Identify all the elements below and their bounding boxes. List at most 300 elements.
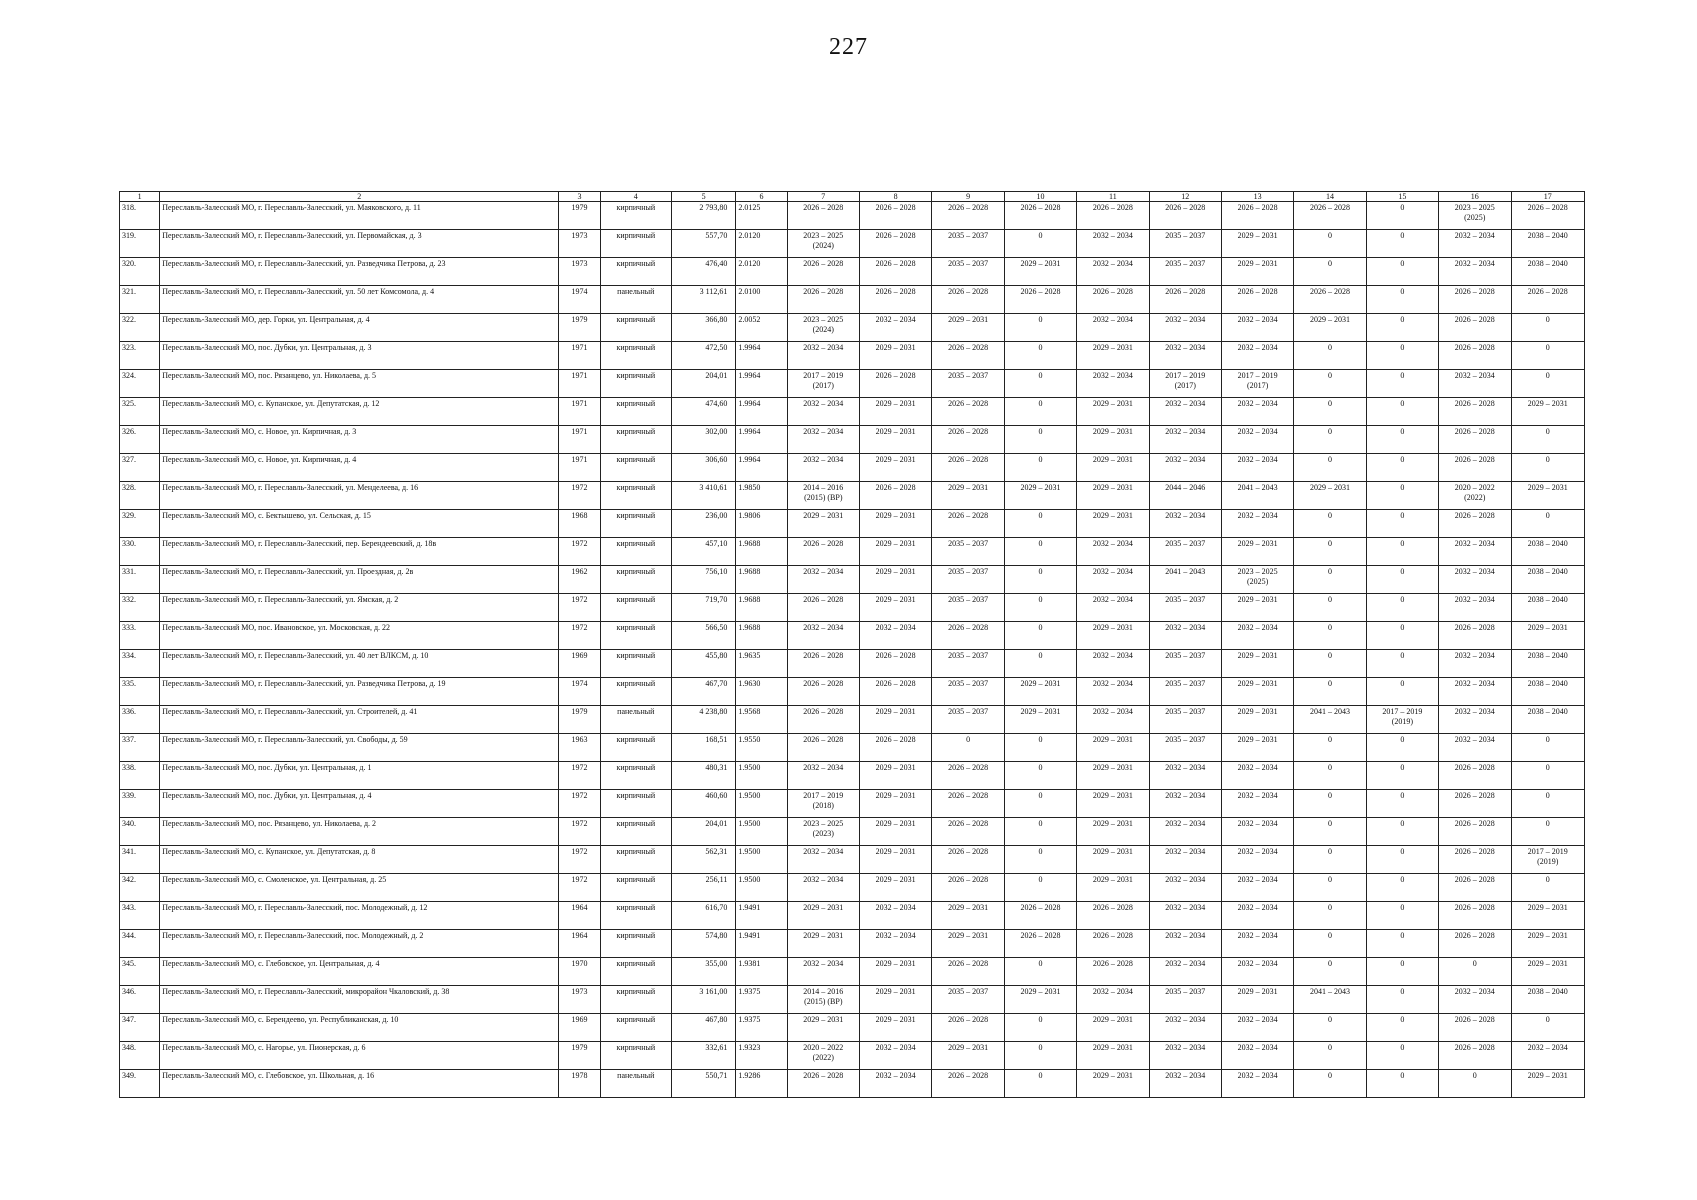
table-cell-col-9: 2035 – 2037 [932, 566, 1004, 594]
table-cell-col-11: 2026 – 2028 [1077, 202, 1149, 230]
table-cell-col-4: кирпичный [600, 1014, 671, 1042]
table-cell-col-1: 333. [120, 622, 160, 650]
table-cell-col-5: 2 793,80 [671, 202, 735, 230]
table-cell-col-16: 2026 – 2028 [1439, 902, 1511, 930]
table-cell-col-13: 2032 – 2034 [1221, 846, 1293, 874]
table-cell-col-2: Переславль-Залесский МО, с. Глебовское, ул. Школьная, д. 16 [160, 1070, 559, 1098]
table-cell-col-7: 2032 – 2034 [787, 958, 859, 986]
column-header-5: 5 [671, 192, 735, 202]
table-cell-col-8: 2026 – 2028 [859, 678, 931, 706]
table-cell-col-3: 1979 [559, 1042, 600, 1070]
table-cell-col-13: 2029 – 2031 [1221, 650, 1293, 678]
table-cell-col-15: 0 [1366, 314, 1438, 342]
table-cell-col-14: 0 [1294, 1070, 1366, 1098]
table-cell-col-11: 2026 – 2028 [1077, 902, 1149, 930]
table-row [120, 538, 1585, 566]
table-cell-col-13: 2029 – 2031 [1221, 678, 1293, 706]
table-cell-col-5: 204,01 [671, 370, 735, 398]
table-cell-col-9: 2026 – 2028 [932, 286, 1004, 314]
table-cell-col-16: 0 [1439, 1070, 1511, 1098]
column-header-3: 3 [559, 192, 600, 202]
table-cell-col-15: 0 [1366, 202, 1438, 230]
table-cell-col-4: кирпичный [600, 258, 671, 286]
table-cell-col-3: 1971 [559, 454, 600, 482]
table-cell-col-8: 2029 – 2031 [859, 426, 931, 454]
table-cell-col-5: 562,31 [671, 846, 735, 874]
table-cell-col-3: 1972 [559, 790, 600, 818]
table-cell-col-12: 2032 – 2034 [1149, 426, 1221, 454]
table-cell-col-8: 2026 – 2028 [859, 258, 931, 286]
table-row [120, 958, 1585, 986]
table-cell-col-1: 323. [120, 342, 160, 370]
table-cell-col-17: 0 [1511, 762, 1585, 790]
table-cell-col-17: 2038 – 2040 [1511, 538, 1585, 566]
table-cell-col-5: 455,80 [671, 650, 735, 678]
table-cell-col-6: 1.9500 [736, 874, 787, 902]
table-cell-col-1: 322. [120, 314, 160, 342]
table-cell-col-2: Переславль-Залесский МО, с. Новое, ул. Кирпичная, д. 3 [160, 426, 559, 454]
table-cell-col-14: 0 [1294, 398, 1366, 426]
table-cell-col-3: 1968 [559, 510, 600, 538]
table-cell-col-6: 1.9964 [736, 370, 787, 398]
table-cell-col-16: 2032 – 2034 [1439, 650, 1511, 678]
table-cell-col-12: 2026 – 2028 [1149, 286, 1221, 314]
table-cell-col-13: 2029 – 2031 [1221, 258, 1293, 286]
table-cell-col-11: 2029 – 2031 [1077, 734, 1149, 762]
table-cell-col-8: 2026 – 2028 [859, 230, 931, 258]
table-cell-col-3: 1972 [559, 482, 600, 510]
table-cell-col-4: кирпичный [600, 622, 671, 650]
table-cell-col-14: 2041 – 2043 [1294, 986, 1366, 1014]
table-cell-col-13: 2032 – 2034 [1221, 1070, 1293, 1098]
table-cell-col-1: 331. [120, 566, 160, 594]
table-cell-col-8: 2029 – 2031 [859, 958, 931, 986]
table-cell-col-17: 0 [1511, 734, 1585, 762]
table-cell-col-2: Переславль-Залесский МО, пос. Дубки, ул. Центральная, д. 3 [160, 342, 559, 370]
table-cell-col-6: 1.9375 [736, 986, 787, 1014]
table-cell-col-9: 2026 – 2028 [932, 342, 1004, 370]
table-cell-col-11: 2026 – 2028 [1077, 958, 1149, 986]
table-cell-col-17: 0 [1511, 342, 1585, 370]
table-cell-col-12: 2035 – 2037 [1149, 594, 1221, 622]
table-cell-col-6: 1.9964 [736, 454, 787, 482]
table-cell-col-11: 2032 – 2034 [1077, 706, 1149, 734]
table-cell-col-12: 2026 – 2028 [1149, 202, 1221, 230]
table-cell-col-15: 0 [1366, 930, 1438, 958]
table-cell-col-2: Переславль-Залесский МО, г. Переславль-Залесский, пос. Молодежный, д. 12 [160, 902, 559, 930]
table-cell-col-9: 2035 – 2037 [932, 370, 1004, 398]
table-cell-col-9: 2029 – 2031 [932, 930, 1004, 958]
table-cell-col-2: Переславль-Залесский МО, г. Переславль-Залесский, микрорайон Чкаловский, д. 38 [160, 986, 559, 1014]
table-cell-col-11: 2032 – 2034 [1077, 314, 1149, 342]
table-cell-col-4: кирпичный [600, 482, 671, 510]
table-cell-col-8: 2029 – 2031 [859, 538, 931, 566]
table-cell-col-6: 1.9635 [736, 650, 787, 678]
table-cell-col-12: 2032 – 2034 [1149, 398, 1221, 426]
table-cell-col-6: 1.9568 [736, 706, 787, 734]
table-cell-col-11: 2032 – 2034 [1077, 986, 1149, 1014]
table-cell-col-11: 2029 – 2031 [1077, 874, 1149, 902]
table-cell-col-7: 2029 – 2031 [787, 930, 859, 958]
table-cell-col-7: 2029 – 2031 [787, 510, 859, 538]
table-cell-col-12: 2032 – 2034 [1149, 342, 1221, 370]
table-cell-col-9: 2029 – 2031 [932, 902, 1004, 930]
table-cell-col-4: кирпичный [600, 790, 671, 818]
table-cell-col-7: 2032 – 2034 [787, 846, 859, 874]
table-cell-col-8: 2029 – 2031 [859, 986, 931, 1014]
table-cell-col-13: 2032 – 2034 [1221, 342, 1293, 370]
table-row [120, 286, 1585, 314]
table-cell-col-3: 1969 [559, 1014, 600, 1042]
table-cell-col-1: 327. [120, 454, 160, 482]
table-cell-col-13: 2032 – 2034 [1221, 818, 1293, 846]
table-cell-col-2: Переславль-Залесский МО, с. Берендеево, ул. Республиканская, д. 10 [160, 1014, 559, 1042]
table-cell-col-11: 2029 – 2031 [1077, 846, 1149, 874]
table-cell-col-3: 1963 [559, 734, 600, 762]
table-row [120, 398, 1585, 426]
table-cell-col-9: 2026 – 2028 [932, 846, 1004, 874]
table-row [120, 930, 1585, 958]
table-cell-col-15: 0 [1366, 482, 1438, 510]
table-cell-col-1: 325. [120, 398, 160, 426]
table-cell-col-7: 2026 – 2028 [787, 706, 859, 734]
table-cell-col-9: 2026 – 2028 [932, 1070, 1004, 1098]
table-cell-col-17: 2029 – 2031 [1511, 482, 1585, 510]
table-cell-col-12: 2017 – 2019 (2017) [1149, 370, 1221, 398]
table-cell-col-17: 0 [1511, 314, 1585, 342]
table-cell-col-3: 1972 [559, 762, 600, 790]
table-cell-col-17: 2038 – 2040 [1511, 258, 1585, 286]
table-cell-col-10: 0 [1004, 510, 1076, 538]
table-cell-col-4: кирпичный [600, 202, 671, 230]
table-cell-col-16: 2023 – 2025 (2025) [1439, 202, 1511, 230]
table-cell-col-13: 2032 – 2034 [1221, 902, 1293, 930]
table-cell-col-1: 337. [120, 734, 160, 762]
table-cell-col-6: 1.9286 [736, 1070, 787, 1098]
table-cell-col-9: 2035 – 2037 [932, 258, 1004, 286]
table-cell-col-5: 204,01 [671, 818, 735, 846]
table-cell-col-10: 0 [1004, 1014, 1076, 1042]
table-cell-col-5: 476,40 [671, 258, 735, 286]
table-cell-col-5: 719,70 [671, 594, 735, 622]
table-cell-col-2: Переславль-Залесский МО, г. Переславль-Залесский, ул. Менделеева, д. 16 [160, 482, 559, 510]
table-cell-col-11: 2029 – 2031 [1077, 482, 1149, 510]
table-cell-col-12: 2032 – 2034 [1149, 874, 1221, 902]
table-cell-col-5: 168,51 [671, 734, 735, 762]
table-cell-col-9: 2029 – 2031 [932, 314, 1004, 342]
table-cell-col-12: 2035 – 2037 [1149, 230, 1221, 258]
table-row [120, 342, 1585, 370]
table-cell-col-5: 302,00 [671, 426, 735, 454]
table-row [120, 202, 1585, 230]
table-cell-col-13: 2029 – 2031 [1221, 986, 1293, 1014]
table-cell-col-8: 2032 – 2034 [859, 1042, 931, 1070]
table-cell-col-5: 332,61 [671, 1042, 735, 1070]
table-cell-col-1: 321. [120, 286, 160, 314]
table-cell-col-5: 467,80 [671, 1014, 735, 1042]
table-cell-col-7: 2017 – 2019 (2018) [787, 790, 859, 818]
table-cell-col-16: 2026 – 2028 [1439, 314, 1511, 342]
table-cell-col-5: 566,50 [671, 622, 735, 650]
column-header-10: 10 [1004, 192, 1076, 202]
table-row [120, 622, 1585, 650]
table-cell-col-13: 2017 – 2019 (2017) [1221, 370, 1293, 398]
table-cell-col-16: 2032 – 2034 [1439, 538, 1511, 566]
table-header-row [120, 192, 1585, 202]
table-cell-col-15: 0 [1366, 958, 1438, 986]
table-cell-col-4: кирпичный [600, 958, 671, 986]
table-row [120, 594, 1585, 622]
table-cell-col-14: 2026 – 2028 [1294, 202, 1366, 230]
table-cell-col-14: 0 [1294, 846, 1366, 874]
table-cell-col-10: 0 [1004, 874, 1076, 902]
table-cell-col-13: 2032 – 2034 [1221, 398, 1293, 426]
table-cell-col-3: 1979 [559, 314, 600, 342]
column-header-11: 11 [1077, 192, 1149, 202]
table-cell-col-13: 2041 – 2043 [1221, 482, 1293, 510]
table-cell-col-9: 2026 – 2028 [932, 454, 1004, 482]
column-header-17: 17 [1511, 192, 1585, 202]
table-cell-col-8: 2032 – 2034 [859, 314, 931, 342]
table-cell-col-11: 2029 – 2031 [1077, 1070, 1149, 1098]
table-cell-col-11: 2032 – 2034 [1077, 566, 1149, 594]
table-cell-col-8: 2032 – 2034 [859, 1070, 931, 1098]
table-cell-col-2: Переславль-Залесский МО, г. Переславль-Залесский, ул. Разведчика Петрова, д. 23 [160, 258, 559, 286]
table-cell-col-17: 0 [1511, 426, 1585, 454]
table-cell-col-6: 1.9688 [736, 566, 787, 594]
table-cell-col-6: 1.9323 [736, 1042, 787, 1070]
table-cell-col-2: Переславль-Залесский МО, г. Переславль-Залесский, ул. Свободы, д. 59 [160, 734, 559, 762]
table-cell-col-10: 2029 – 2031 [1004, 258, 1076, 286]
table-cell-col-6: 1.9964 [736, 426, 787, 454]
table-cell-col-11: 2026 – 2028 [1077, 286, 1149, 314]
table-cell-col-17: 2038 – 2040 [1511, 594, 1585, 622]
table-cell-col-5: 236,00 [671, 510, 735, 538]
table-cell-col-7: 2026 – 2028 [787, 1070, 859, 1098]
table-cell-col-7: 2032 – 2034 [787, 566, 859, 594]
table-cell-col-10: 2029 – 2031 [1004, 482, 1076, 510]
table-cell-col-15: 0 [1366, 342, 1438, 370]
table-cell-col-5: 756,10 [671, 566, 735, 594]
table-cell-col-2: Переславль-Залесский МО, г. Переславль-Залесский, пер. Берендеевский, д. 18в [160, 538, 559, 566]
table-cell-col-14: 0 [1294, 930, 1366, 958]
table-cell-col-13: 2032 – 2034 [1221, 510, 1293, 538]
table-cell-col-4: кирпичный [600, 314, 671, 342]
table-cell-col-1: 318. [120, 202, 160, 230]
table-cell-col-10: 0 [1004, 398, 1076, 426]
table-cell-col-7: 2023 – 2025 (2024) [787, 314, 859, 342]
table-cell-col-14: 0 [1294, 958, 1366, 986]
table-cell-col-17: 2017 – 2019 (2019) [1511, 846, 1585, 874]
table-cell-col-1: 334. [120, 650, 160, 678]
table-cell-col-4: кирпичный [600, 566, 671, 594]
table-cell-col-16: 2032 – 2034 [1439, 566, 1511, 594]
table-cell-col-14: 0 [1294, 370, 1366, 398]
table-cell-col-8: 2026 – 2028 [859, 650, 931, 678]
table-cell-col-3: 1971 [559, 426, 600, 454]
table-cell-col-14: 2029 – 2031 [1294, 314, 1366, 342]
table-cell-col-9: 2035 – 2037 [932, 706, 1004, 734]
table-cell-col-14: 0 [1294, 426, 1366, 454]
table-cell-col-14: 0 [1294, 790, 1366, 818]
table-cell-col-5: 472,50 [671, 342, 735, 370]
table-cell-col-11: 2032 – 2034 [1077, 370, 1149, 398]
table-cell-col-12: 2032 – 2034 [1149, 622, 1221, 650]
table-cell-col-12: 2041 – 2043 [1149, 566, 1221, 594]
table-cell-col-17: 0 [1511, 818, 1585, 846]
table-row [120, 706, 1585, 734]
table-cell-col-7: 2029 – 2031 [787, 1014, 859, 1042]
table-cell-col-6: 2.0100 [736, 286, 787, 314]
table-cell-col-12: 2032 – 2034 [1149, 818, 1221, 846]
table-cell-col-5: 616,70 [671, 902, 735, 930]
table-row [120, 482, 1585, 510]
table-row [120, 902, 1585, 930]
table-cell-col-8: 2029 – 2031 [859, 342, 931, 370]
table-row [120, 1042, 1585, 1070]
table-cell-col-17: 0 [1511, 370, 1585, 398]
column-header-1: 1 [120, 192, 160, 202]
table-cell-col-7: 2026 – 2028 [787, 538, 859, 566]
table-cell-col-4: панельный [600, 706, 671, 734]
table-cell-col-2: Переславль-Залесский МО, пос. Дубки, ул. Центральная, д. 1 [160, 762, 559, 790]
table-cell-col-13: 2032 – 2034 [1221, 874, 1293, 902]
table-cell-col-10: 2026 – 2028 [1004, 930, 1076, 958]
table-cell-col-13: 2032 – 2034 [1221, 454, 1293, 482]
table-cell-col-3: 1972 [559, 874, 600, 902]
table-cell-col-15: 0 [1366, 426, 1438, 454]
table-cell-col-4: кирпичный [600, 762, 671, 790]
table-cell-col-11: 2029 – 2031 [1077, 510, 1149, 538]
table-cell-col-6: 1.9806 [736, 510, 787, 538]
table-cell-col-5: 467,70 [671, 678, 735, 706]
table-row [120, 790, 1585, 818]
table-row [120, 762, 1585, 790]
table-row [120, 734, 1585, 762]
table-cell-col-1: 328. [120, 482, 160, 510]
table-row [120, 510, 1585, 538]
table-cell-col-15: 0 [1366, 902, 1438, 930]
table-cell-col-6: 2.0120 [736, 258, 787, 286]
table-cell-col-15: 0 [1366, 538, 1438, 566]
table-row [120, 986, 1585, 1014]
table-cell-col-10: 0 [1004, 846, 1076, 874]
table-cell-col-14: 0 [1294, 1042, 1366, 1070]
table-cell-col-1: 341. [120, 846, 160, 874]
table-cell-col-10: 0 [1004, 342, 1076, 370]
table-cell-col-16: 2032 – 2034 [1439, 370, 1511, 398]
table-cell-col-17: 2029 – 2031 [1511, 902, 1585, 930]
table-cell-col-14: 0 [1294, 1014, 1366, 1042]
table-cell-col-11: 2029 – 2031 [1077, 426, 1149, 454]
table-cell-col-3: 1978 [559, 1070, 600, 1098]
table-cell-col-6: 1.9850 [736, 482, 787, 510]
table-cell-col-9: 2029 – 2031 [932, 482, 1004, 510]
table-cell-col-5: 3 410,61 [671, 482, 735, 510]
table-cell-col-10: 0 [1004, 1070, 1076, 1098]
table-cell-col-7: 2029 – 2031 [787, 902, 859, 930]
table-cell-col-6: 1.9964 [736, 342, 787, 370]
table-cell-col-3: 1972 [559, 818, 600, 846]
table-cell-col-15: 0 [1366, 258, 1438, 286]
table-cell-col-10: 0 [1004, 370, 1076, 398]
table-cell-col-13: 2026 – 2028 [1221, 202, 1293, 230]
table-cell-col-12: 2032 – 2034 [1149, 930, 1221, 958]
table-cell-col-17: 0 [1511, 510, 1585, 538]
table-cell-col-14: 0 [1294, 566, 1366, 594]
table-cell-col-1: 342. [120, 874, 160, 902]
table-cell-col-14: 0 [1294, 622, 1366, 650]
table-cell-col-14: 0 [1294, 230, 1366, 258]
table-cell-col-2: Переславль-Залесский МО, г. Переславль-Залесский, ул. Ямская, д. 2 [160, 594, 559, 622]
table-cell-col-5: 3 161,00 [671, 986, 735, 1014]
table-cell-col-10: 0 [1004, 818, 1076, 846]
table-cell-col-15: 0 [1366, 286, 1438, 314]
table-cell-col-5: 574,80 [671, 930, 735, 958]
table-cell-col-9: 2026 – 2028 [932, 762, 1004, 790]
table-cell-col-10: 0 [1004, 454, 1076, 482]
table-cell-col-6: 1.9688 [736, 538, 787, 566]
table-cell-col-3: 1964 [559, 930, 600, 958]
table-cell-col-10: 2026 – 2028 [1004, 902, 1076, 930]
table-row [120, 874, 1585, 902]
table-cell-col-14: 0 [1294, 258, 1366, 286]
housing-repair-schedule-table [119, 191, 1585, 1098]
table-cell-col-16: 2026 – 2028 [1439, 622, 1511, 650]
table-cell-col-6: 1.9375 [736, 1014, 787, 1042]
table-cell-col-4: кирпичный [600, 454, 671, 482]
table-cell-col-10: 0 [1004, 314, 1076, 342]
table-cell-col-3: 1972 [559, 846, 600, 874]
table-cell-col-7: 2026 – 2028 [787, 734, 859, 762]
table-cell-col-11: 2029 – 2031 [1077, 1014, 1149, 1042]
table-cell-col-4: кирпичный [600, 846, 671, 874]
table-cell-col-11: 2029 – 2031 [1077, 454, 1149, 482]
table-cell-col-4: кирпичный [600, 930, 671, 958]
table-cell-col-3: 1973 [559, 258, 600, 286]
table-cell-col-5: 474,60 [671, 398, 735, 426]
table-cell-col-2: Переславль-Залесский МО, г. Переславль-Залесский, ул. 40 лет ВЛКСМ, д. 10 [160, 650, 559, 678]
column-header-14: 14 [1294, 192, 1366, 202]
table-cell-col-15: 0 [1366, 986, 1438, 1014]
table-cell-col-8: 2026 – 2028 [859, 286, 931, 314]
table-cell-col-11: 2026 – 2028 [1077, 930, 1149, 958]
table-cell-col-13: 2032 – 2034 [1221, 930, 1293, 958]
table-cell-col-3: 1971 [559, 398, 600, 426]
table-cell-col-11: 2029 – 2031 [1077, 818, 1149, 846]
table-cell-col-5: 355,00 [671, 958, 735, 986]
table-cell-col-11: 2029 – 2031 [1077, 762, 1149, 790]
table-cell-col-12: 2035 – 2037 [1149, 734, 1221, 762]
table-cell-col-7: 2020 – 2022 (2022) [787, 1042, 859, 1070]
table-cell-col-1: 345. [120, 958, 160, 986]
table-cell-col-4: кирпичный [600, 230, 671, 258]
table-cell-col-7: 2026 – 2028 [787, 594, 859, 622]
table-cell-col-12: 2044 – 2046 [1149, 482, 1221, 510]
table-cell-col-9: 2026 – 2028 [932, 1014, 1004, 1042]
table-cell-col-10: 0 [1004, 762, 1076, 790]
table-cell-col-6: 1.9630 [736, 678, 787, 706]
table-cell-col-2: Переславль-Залесский МО, г. Переславль-Залесский, ул. Проездная, д. 2в [160, 566, 559, 594]
table-cell-col-10: 0 [1004, 958, 1076, 986]
table-cell-col-10: 2029 – 2031 [1004, 986, 1076, 1014]
table-cell-col-7: 2032 – 2034 [787, 762, 859, 790]
table-cell-col-2: Переславль-Залесский МО, пос. Дубки, ул. Центральная, д. 4 [160, 790, 559, 818]
table-cell-col-9: 2035 – 2037 [932, 986, 1004, 1014]
table-cell-col-13: 2032 – 2034 [1221, 1014, 1293, 1042]
table-cell-col-8: 2029 – 2031 [859, 762, 931, 790]
table-cell-col-1: 332. [120, 594, 160, 622]
